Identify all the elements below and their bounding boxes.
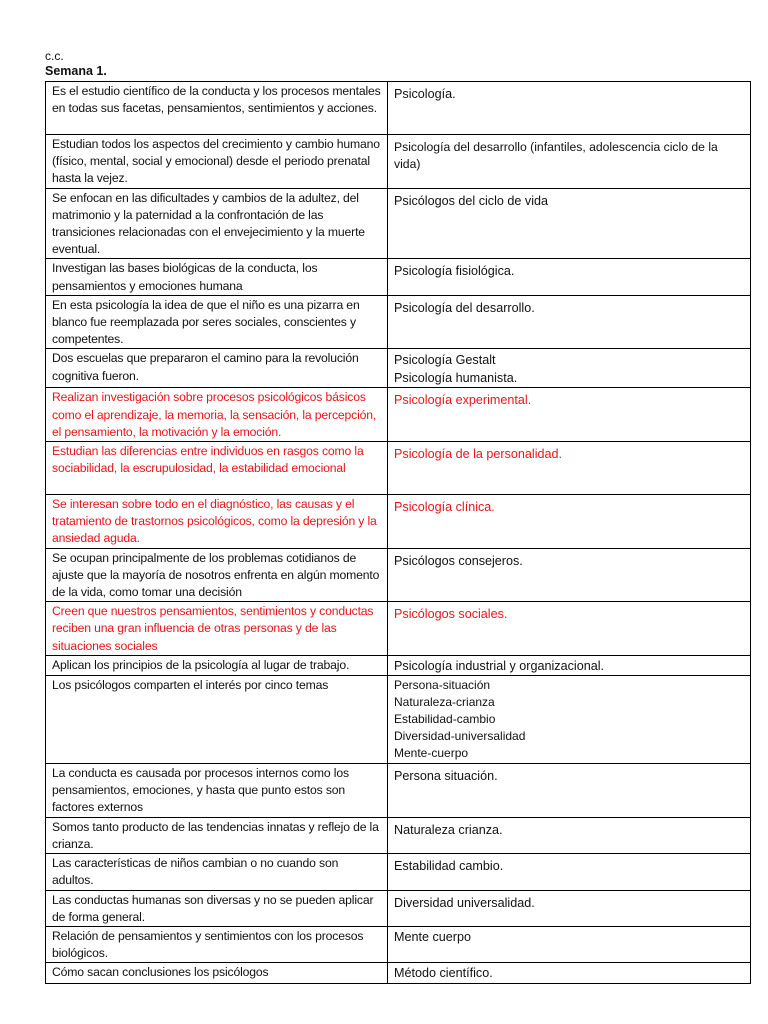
answer-cell: Naturaleza crianza. bbox=[388, 817, 751, 853]
answer-cell: Psicología fisiológica. bbox=[388, 259, 751, 295]
answer-cell: Psicólogos consejeros. bbox=[388, 548, 751, 602]
question-cell: Creen que nuestros pensamientos, sentimientos y conductas reciben una gran influencia de otras personas y de las situaciones sociales bbox=[46, 602, 388, 656]
question-cell: En esta psicología la idea de que el niño es una pizarra en blanco fue reemplazada por seres sociales, conscientes y competentes. bbox=[46, 295, 388, 349]
answer-cell: Psicología industrial y organizacional. bbox=[388, 655, 751, 675]
question-cell: Somos tanto producto de las tendencias innatas y reflejo de la crianza. bbox=[46, 817, 388, 853]
answer-cell: Diversidad universalidad. bbox=[388, 890, 751, 926]
answer-cell bbox=[388, 349, 751, 388]
table-row bbox=[46, 295, 751, 349]
answer-cell: Psicología clínica. bbox=[388, 495, 751, 549]
qa-table bbox=[45, 81, 751, 984]
question-cell: Investigan las bases biológicas de la conducta, los pensamientos y emociones humana bbox=[46, 259, 388, 295]
question-cell: Cómo sacan conclusiones los psicólogos bbox=[46, 963, 388, 983]
question-cell: La conducta es causada por procesos internos como los pensamientos, emociones, y hasta que punto estos son factores externos bbox=[46, 764, 388, 818]
answer-cell: Estabilidad cambio. bbox=[388, 854, 751, 890]
answer-cell: Psicología del desarrollo (infantiles, adolescencia ciclo de la vida) bbox=[388, 135, 751, 189]
table-row bbox=[46, 817, 751, 853]
question-cell: Es el estudio científico de la conducta y los procesos mentales en todas sus facetas, pensamientos, sentimientos y acciones. bbox=[46, 82, 388, 135]
answer-line: Estabilidad-cambio bbox=[394, 712, 496, 727]
answer-line: Mente-cuerpo bbox=[394, 746, 469, 761]
document-page bbox=[45, 49, 751, 984]
answer-cell: Psicología del desarrollo. bbox=[388, 295, 751, 349]
table-row bbox=[46, 764, 751, 818]
table-row bbox=[46, 676, 751, 764]
question-cell: Aplican los principios de la psicología al lugar de trabajo. bbox=[46, 655, 388, 675]
table-row bbox=[46, 495, 751, 549]
question-cell: Se ocupan principalmente de los problemas cotidianos de ajuste que la mayoría de nosotros enfrenta en algún momento de la vida, como tomar una decisión bbox=[46, 548, 388, 602]
answer-cell: Psicología. bbox=[388, 82, 751, 135]
table-row bbox=[46, 442, 751, 495]
answer-line: Psicología Gestalt bbox=[394, 353, 496, 368]
table-row bbox=[46, 388, 751, 442]
table-row bbox=[46, 963, 751, 983]
answer-line: Naturaleza-crianza bbox=[394, 695, 495, 710]
answer-cell: Método científico. bbox=[388, 963, 751, 983]
table-row bbox=[46, 890, 751, 926]
question-cell: Los psicólogos comparten el interés por cinco temas bbox=[46, 676, 388, 764]
table-row bbox=[46, 926, 751, 962]
answer-cell bbox=[388, 676, 751, 764]
week-title: Semana 1. bbox=[45, 64, 107, 78]
answer-cell: Psicólogos sociales. bbox=[388, 602, 751, 656]
answer-cell: Psicólogos del ciclo de vida bbox=[388, 188, 751, 259]
answer-cell: Psicología experimental. bbox=[388, 388, 751, 442]
table-row bbox=[46, 548, 751, 602]
question-cell: Se interesan sobre todo en el diagnóstico, las causas y el tratamiento de trastornos psicológicos, como la depresión y la ansiedad aguda. bbox=[46, 495, 388, 549]
answer-cell: Mente cuerpo bbox=[388, 926, 751, 962]
question-cell: Relación de pensamientos y sentimientos con los procesos biológicos. bbox=[46, 926, 388, 962]
question-cell: Se enfocan en las dificultades y cambios de la adultez, del matrimonio y la paternidad a la confrontación de las transiciones relacionadas con el envejecimiento y la muerte eventual. bbox=[46, 188, 388, 259]
question-cell: Realizan investigación sobre procesos psicológicos básicos como el aprendizaje, la memoria, la sensación, la percepción, el pensamiento, la motivación y la emoción. bbox=[46, 388, 388, 442]
table-row bbox=[46, 188, 751, 259]
question-cell: Dos escuelas que prepararon el camino para la revolución cognitiva fueron. bbox=[46, 349, 388, 388]
table-row bbox=[46, 82, 751, 135]
answer-cell: Persona situación. bbox=[388, 764, 751, 818]
question-cell: Las características de niños cambian o no cuando son adultos. bbox=[46, 854, 388, 890]
answer-line: Diversidad-universalidad bbox=[394, 729, 526, 744]
table-row bbox=[46, 135, 751, 189]
table-row bbox=[46, 602, 751, 656]
table-row bbox=[46, 854, 751, 890]
question-cell: Las conductas humanas son diversas y no se pueden aplicar de forma general. bbox=[46, 890, 388, 926]
table-row bbox=[46, 655, 751, 675]
answer-cell: Psicología de la personalidad. bbox=[388, 442, 751, 495]
cc-label: c.c. bbox=[45, 49, 64, 63]
question-cell: Estudian todos los aspectos del crecimiento y cambio humano (físico, mental, social y emocional) desde el periodo prenatal hasta la vejez. bbox=[46, 135, 388, 189]
answer-line: Psicología humanista. bbox=[394, 371, 518, 386]
question-cell: Estudian las diferencias entre individuos en rasgos como la sociabilidad, la escrupulosidad, la estabilidad emocional bbox=[46, 442, 388, 495]
answer-line: Persona-situación bbox=[394, 678, 491, 693]
table-row bbox=[46, 349, 751, 388]
table-row bbox=[46, 259, 751, 295]
